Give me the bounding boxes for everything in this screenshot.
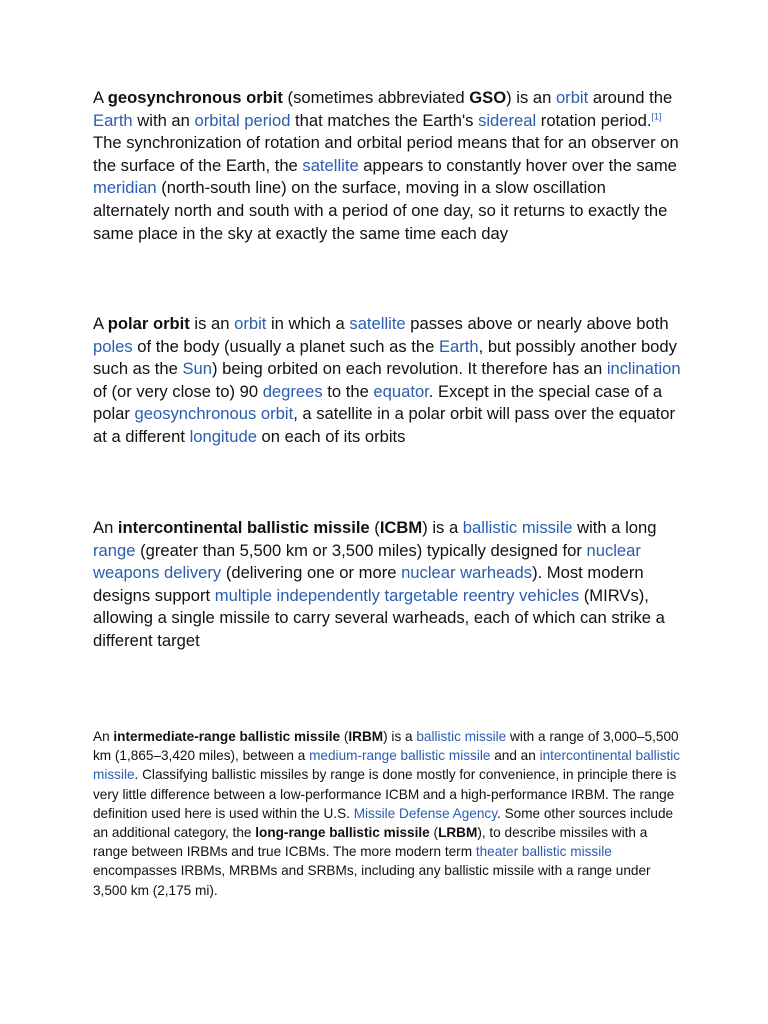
text-run: to the — [322, 381, 374, 401]
bold-term: IRBM — [348, 729, 384, 744]
text-run: rotation period. — [536, 110, 652, 130]
link-ballistic-missile[interactable]: ballistic missile — [416, 729, 507, 744]
link-earth[interactable]: Earth — [93, 110, 133, 130]
bold-term: long-range ballistic missile — [255, 825, 430, 841]
text-run: ) is a — [383, 729, 417, 744]
text-run: ). Most modern designs support — [93, 563, 644, 605]
text-run: ( — [340, 729, 349, 744]
bold-term: intercontinental ballistic missile — [117, 518, 370, 537]
link-satellite[interactable]: satellite — [302, 155, 359, 175]
link-nuclear-weapons-delivery[interactable]: nuclear weapons delivery — [93, 540, 641, 583]
text-run: ) being orbited on each revolution. It therefore has an — [212, 359, 607, 379]
text-run: on each of its orbits — [256, 426, 406, 446]
link-geosynchronous-orbit[interactable]: geosynchronous orbit — [134, 404, 294, 424]
text-run: An — [93, 518, 118, 537]
text-run: in which a — [266, 314, 350, 333]
text-run: passes above or nearly above both — [405, 314, 669, 333]
text-run: of the body (usually a planet such as the — [132, 336, 439, 356]
text-run: (sometimes abbreviated — [282, 88, 470, 107]
paragraph-irbm — [93, 727, 683, 900]
text-run: with an — [132, 110, 195, 130]
link-multiple-independently-targetable-reentry-vehicles[interactable]: multiple independently targetable reentry vehicles — [214, 585, 580, 605]
text-run: A — [93, 88, 108, 107]
text-run: is an — [189, 314, 235, 333]
text-run: of (or very close to) 90 — [93, 381, 263, 401]
link-longitude[interactable]: longitude — [189, 426, 257, 446]
bold-term: intermediate-range ballistic missile — [113, 729, 341, 744]
text-run: (delivering one or more — [221, 563, 402, 583]
link-missile-defense-agency[interactable]: Missile Defense Agency — [353, 805, 498, 821]
link-range[interactable]: range — [93, 540, 136, 560]
text-run: that matches the Earth's — [290, 110, 479, 130]
link-equator[interactable]: equator — [373, 381, 429, 401]
text-run: with a range of 3,000–5,500 km (1,865–3,420 miles), between a — [93, 729, 679, 764]
text-run: around the — [588, 88, 673, 107]
text-run: with a long — [572, 518, 657, 537]
paragraph-polar-orbit — [93, 313, 683, 449]
link-intercontinental-ballistic-missile[interactable]: intercontinental ballistic missile — [93, 748, 681, 783]
link-orbit[interactable]: orbit — [555, 88, 589, 107]
text-run: ), to describe missiles with a range between IRBMs and true ICBMs. The more modern term — [93, 825, 648, 860]
text-run: (greater than 5,500 km or 3,500 miles) typically designed for — [135, 540, 587, 560]
link-sun[interactable]: Sun — [182, 359, 213, 379]
link-poles[interactable]: poles — [93, 336, 133, 356]
paragraph-icbm — [93, 517, 683, 653]
text-run: ( — [369, 518, 380, 537]
bold-term: GSO — [469, 88, 507, 107]
text-run: A — [93, 314, 108, 333]
text-run: and an — [490, 748, 540, 764]
text-run: An — [93, 729, 114, 744]
text-run: . Classifying ballistic missiles by range is done mostly for convenience, in principle there is very little difference between a low-performance ICBM and a high-performance IRBM. The range definition used here is used within the U.S. — [93, 767, 677, 821]
text-run: The synchronization of rotation and orbital period means that for an observer on the surface of the Earth, the — [93, 133, 679, 175]
bold-term: geosynchronous orbit — [107, 88, 283, 107]
text-run: ) is an — [506, 88, 556, 107]
text-run: encompasses IRBMs, MRBMs and SRBMs, including any ballistic missile with a range under 3,500 km (2,175 mi). — [93, 863, 651, 898]
text-run: (MIRVs), allowing a single missile to carry several warheads, each of which can strike a different target — [93, 585, 665, 650]
link-sidereal[interactable]: sidereal — [478, 110, 537, 130]
citation-reference[interactable]: [1] — [651, 111, 662, 122]
paragraph-geosynchronous-orbit — [93, 87, 683, 245]
link-degrees[interactable]: degrees — [262, 381, 323, 401]
bold-term: polar orbit — [107, 314, 190, 333]
bold-term: LRBM — [438, 825, 478, 841]
text-run: . Except in the special case of a polar — [93, 381, 663, 424]
link-theater-ballistic-missile[interactable]: theater ballistic missile — [475, 844, 612, 860]
link-meridian[interactable]: meridian — [93, 178, 157, 198]
link-nuclear-warheads[interactable]: nuclear warheads — [401, 563, 533, 583]
text-run: , a satellite in a polar orbit will pass over the equator at a different — [93, 404, 676, 446]
text-run: ) is a — [422, 518, 463, 537]
link-medium-range-ballistic-missile[interactable]: medium-range ballistic missile — [309, 748, 491, 764]
text-run: (north-south line) on the surface, moving in a slow oscillation alternately north and south with a period of one day, so it returns to exactly the same place in the sky at exactly the same time each day — [93, 178, 668, 243]
bold-term: ICBM — [379, 518, 423, 537]
link-orbit[interactable]: orbit — [234, 314, 267, 333]
text-run: , but possibly another body such as the — [93, 336, 677, 379]
link-satellite[interactable]: satellite — [349, 314, 406, 333]
text-run: . Some other sources include an additional category, the — [93, 805, 674, 841]
text-run: appears to constantly hover over the same — [358, 155, 677, 175]
text-run: ( — [429, 825, 439, 841]
link-ballistic-missile[interactable]: ballistic missile — [462, 518, 573, 537]
link-orbital-period[interactable]: orbital period — [194, 110, 291, 130]
link-earth[interactable]: Earth — [438, 336, 479, 356]
link-inclination[interactable]: inclination — [606, 359, 681, 379]
